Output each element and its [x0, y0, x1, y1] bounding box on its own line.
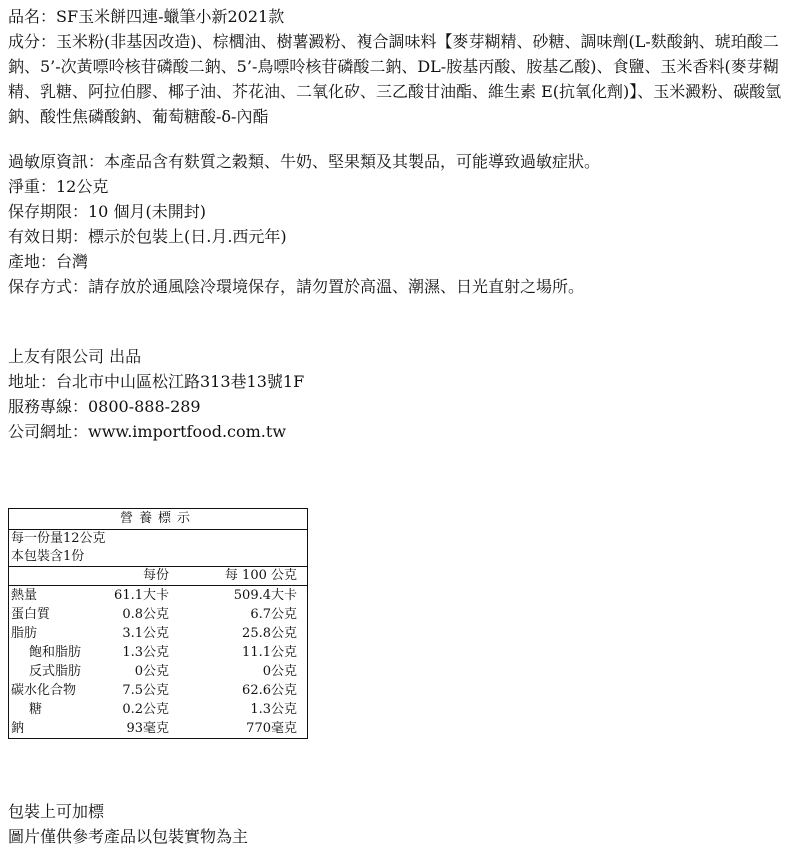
row-per-serving: 7.5公克	[122, 683, 169, 698]
shelf-life: 保存期限：10 個月(未開封)	[8, 202, 206, 221]
table-row	[9, 624, 307, 643]
row-per-100g: 509.4大卡	[233, 588, 297, 603]
row-per-100g: 62.6公克	[242, 683, 297, 698]
row-per-serving: 0.2公克	[122, 702, 169, 717]
service-hotline: 服務專線：0800-888-289	[8, 397, 201, 416]
net-weight: 淨重：12公克	[8, 177, 109, 196]
servings-per-pack: 本包裝含1份	[9, 548, 307, 567]
nutrition-header-row	[9, 567, 307, 586]
header-per-100g: 每 100 公克	[224, 568, 297, 583]
table-row	[9, 681, 307, 700]
row-label: 鈉	[11, 721, 25, 736]
row-label: 反式脂肪	[29, 664, 82, 679]
footer-notes	[8, 799, 248, 849]
row-per-100g: 11.1公克	[242, 645, 297, 660]
row-per-serving: 0公克	[134, 664, 169, 679]
row-per-100g: 0公克	[262, 664, 297, 679]
storage-method: 保存方式：請存放於通風陰冷環境保存，請勿置於高溫、潮濕、日光直射之場所。	[8, 277, 585, 296]
header-per-serving: 每份	[142, 568, 169, 583]
table-row	[9, 700, 307, 719]
row-per-100g: 25.8公克	[242, 626, 297, 641]
table-row	[9, 719, 307, 738]
row-label: 蛋白質	[11, 607, 51, 622]
row-per-100g: 6.7公克	[250, 607, 297, 622]
row-label: 飽和脂肪	[29, 645, 82, 660]
table-row	[9, 586, 307, 605]
row-per-serving: 0.8公克	[122, 607, 169, 622]
nutrition-table	[8, 508, 308, 739]
row-label: 碳水化合物	[11, 683, 77, 698]
company-name: 上友有限公司 出品	[8, 347, 142, 366]
table-row	[9, 605, 307, 624]
row-label: 脂肪	[11, 626, 38, 641]
allergen-info: 過敏原資訊：本產品含有麩質之穀類、牛奶、堅果類及其製品，可能導致過敏症狀。	[8, 152, 601, 171]
header-label-cell	[9, 567, 99, 585]
expiry-date: 有效日期：標示於包裝上(日.月.西元年)	[8, 227, 287, 246]
ingredients-text: 成分：玉米粉(非基因改造)、棕櫚油、樹薯澱粉、複合調味料【麥芽糊精、砂糖、調味劑(L-麩酸鈉、琥珀酸二鈉、5’-次黃嘌呤核苷磷酸二鈉、5’-鳥嘌呤核苷磷酸二鈉、DL-胺基丙酸、胺基乙酸)、食鹽、玉米香料(麥芽糊精、乳糖、阿拉伯膠、椰子油、芥花油、二氧化矽、三乙酸甘油酯、維生素 E(抗氧化劑)】、玉米澱粉、碳酸氫鈉、酸性焦磷酸鈉、葡萄糖酸-δ-內酯	[8, 32, 782, 126]
label-note: 包裝上可加標	[8, 802, 105, 821]
row-label: 糖	[29, 702, 43, 717]
product-name: 品名：SF玉米餅四連-蠟筆小新2021款	[8, 7, 285, 26]
row-per-serving: 3.1公克	[122, 626, 169, 641]
row-per-100g: 770毫克	[246, 721, 297, 736]
row-per-serving: 1.3公克	[122, 645, 169, 660]
row-label: 熱量	[11, 588, 38, 603]
row-per-serving: 61.1大卡	[114, 588, 169, 603]
table-row	[9, 643, 307, 662]
table-row	[9, 662, 307, 681]
row-per-serving: 93毫克	[126, 721, 169, 736]
row-per-100g: 1.3公克	[250, 702, 297, 717]
company-website: 公司網址：www.importfood.com.tw	[8, 422, 287, 441]
origin: 產地：台灣	[8, 252, 89, 271]
image-disclaimer: 圖片僅供參考產品以包裝實物為主	[8, 827, 249, 846]
product-document	[8, 4, 798, 444]
nutrition-title: 營養標示	[9, 509, 307, 530]
serving-size: 每一份量12公克	[11, 531, 106, 546]
company-address: 地址：台北市中山區松江路313巷13號1F	[8, 372, 305, 391]
